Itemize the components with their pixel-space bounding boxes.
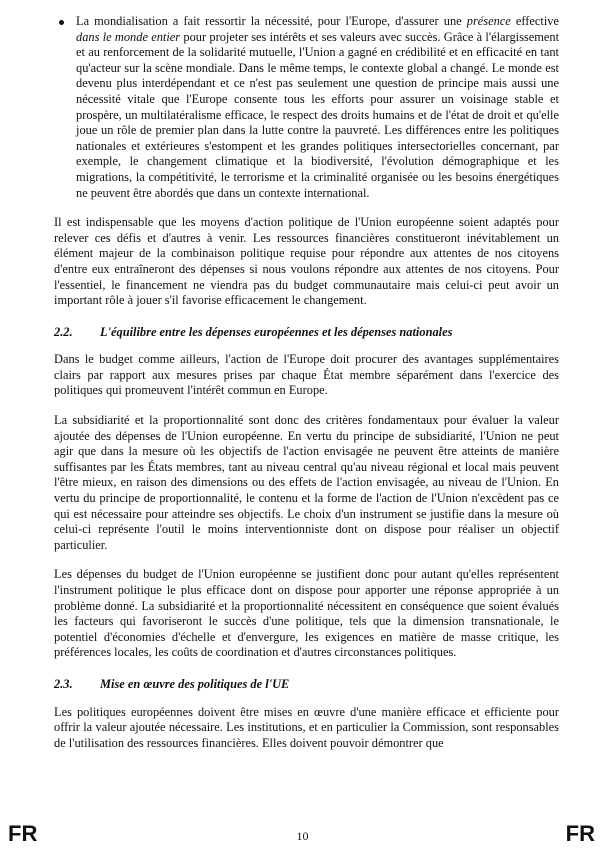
page-number: 10 [296,829,309,843]
language-code-left: FR [8,821,38,846]
paragraph-policy-means: Il est indispensable que les moyens d'action politique de l'Union européenne soient adaptés pour relever ces défis et d'autres à venir. Les ressources financières constitueront inévitablement un élément majeur de la combinaison politique requise pour répondre aux attentes de nos citoyens d'entre eux entraîneront des dépenses si nous voulons répondre aux attentes de nos citoyens. Pour l'essentiel, le financement ne viendra pas du budget communautaire mais celui-ci peut avoir un important rôle à jouer s'il favorise efficacement le changement. [54,215,559,308]
paragraph: Les dépenses du budget de l'Union européenne se justifient donc pour autant qu'elles représentent l'instrument politique le plus efficace dont on dispose pour apporter une réponse appropriée à un problème donné. La subsidiarité et la proportionnalité nécessitent en conséquence que soient évalués les facteurs qui favoriseront le succès d'une politique, tels que la dimension transnationale, le potentiel d'économies d'échelle et d'envergure, les exigences en matière de masse critique, les préférences locales, les coûts de coordination et d'autres circonstances politiques. [54,567,559,660]
paragraph: Dans le budget comme ailleurs, l'action de l'Europe doit procurer des avantages supplémentaires clairs par rapport aux mesures prises par chaque État membre séparément dans l'exercice des politiques qui promeuvent l'intérêt commun en Europe. [54,352,559,398]
section-heading-2-3 [54,677,559,693]
page-body [54,14,559,751]
language-code-right: FR [565,821,595,846]
bullet-paragraph [54,14,559,201]
bullet-text: La mondialisation a fait ressortir la nécessité, pour l'Europe, d'assurer une présence effective dans le monde entier pour projeter ses intérêts et ses valeurs avec succès. Grâce à l'élargissement et au renforcement de la solidarité mutuelle, l'Union a gagné en crédibilité et en efficacité en tant qu'acteur sur la scène mondiale. Dans le même temps, le contexte global a changé. Le monde est devenu plus interdépendant et ce n'est pas seulement une question de principe mais aussi une nécessité vitale que l'Europe consente tous les efforts pour assurer un voisinage stable et prospère, un multilatéralisme efficace, le respect des droits humains et de l'état de droit et qu'elle joue un rôle de premier plan dans la lutte contre la pauvreté. Les différences entre les politiques nationales et extérieures s'estompent et les grandes politiques intersectorielles concernant, par exemple, le changement climatique et la biodiversité, l'évolution démographique et les migrations, la compétitivité, le terrorisme et la criminalité organisée ou les besoins énergétiques ne peuvent être abordés que dans un contexte international. [76,14,560,200]
bullet-marker [59,20,64,25]
paragraph: La subsidiarité et la proportionnalité sont donc des critères fondamentaux pour évaluer la valeur ajoutée des dépenses de l'Union européenne. En vertu du principe de subsidiarité, l'Union ne peut agir que dans la mesure où les objectifs de l'action envisagée ne peuvent être atteints de manière suffisantes par les États membres, tant au niveau central qu'au niveau régional et local mais peuvent l'être mieux, en raison des dimensions ou des effets de l'action envisagée, au niveau de l'Union. En vertu du principe de proportionnalité, le contenu et la forme de l'action de l'Union n'excèdent pas ce qui est nécessaire pour atteindre ses objectifs. Le choix d'un instrument se justifie dans la mesure où celui-ci représente l'outil le moins interventionniste dont on dispose pour réaliser un objectif particulier. [54,413,559,552]
section-number: 2.2. [54,324,73,339]
section-number: 2.3. [54,676,73,691]
section-title: L'équilibre entre les dépenses européennes et les dépenses nationales [100,324,453,339]
paragraph: Les politiques européennes doivent être mises en œuvre d'une manière efficace et efficiente pour offrir la valeur ajoutée nécessaire. Les institutions, et en particulier la Commission, sont responsables de l'utilisation des ressources financières. Elles doivent pouvoir démontrer que [54,704,559,750]
section-heading-2-2 [54,325,559,341]
section-title: Mise en œuvre des politiques de l'UE [100,676,290,691]
